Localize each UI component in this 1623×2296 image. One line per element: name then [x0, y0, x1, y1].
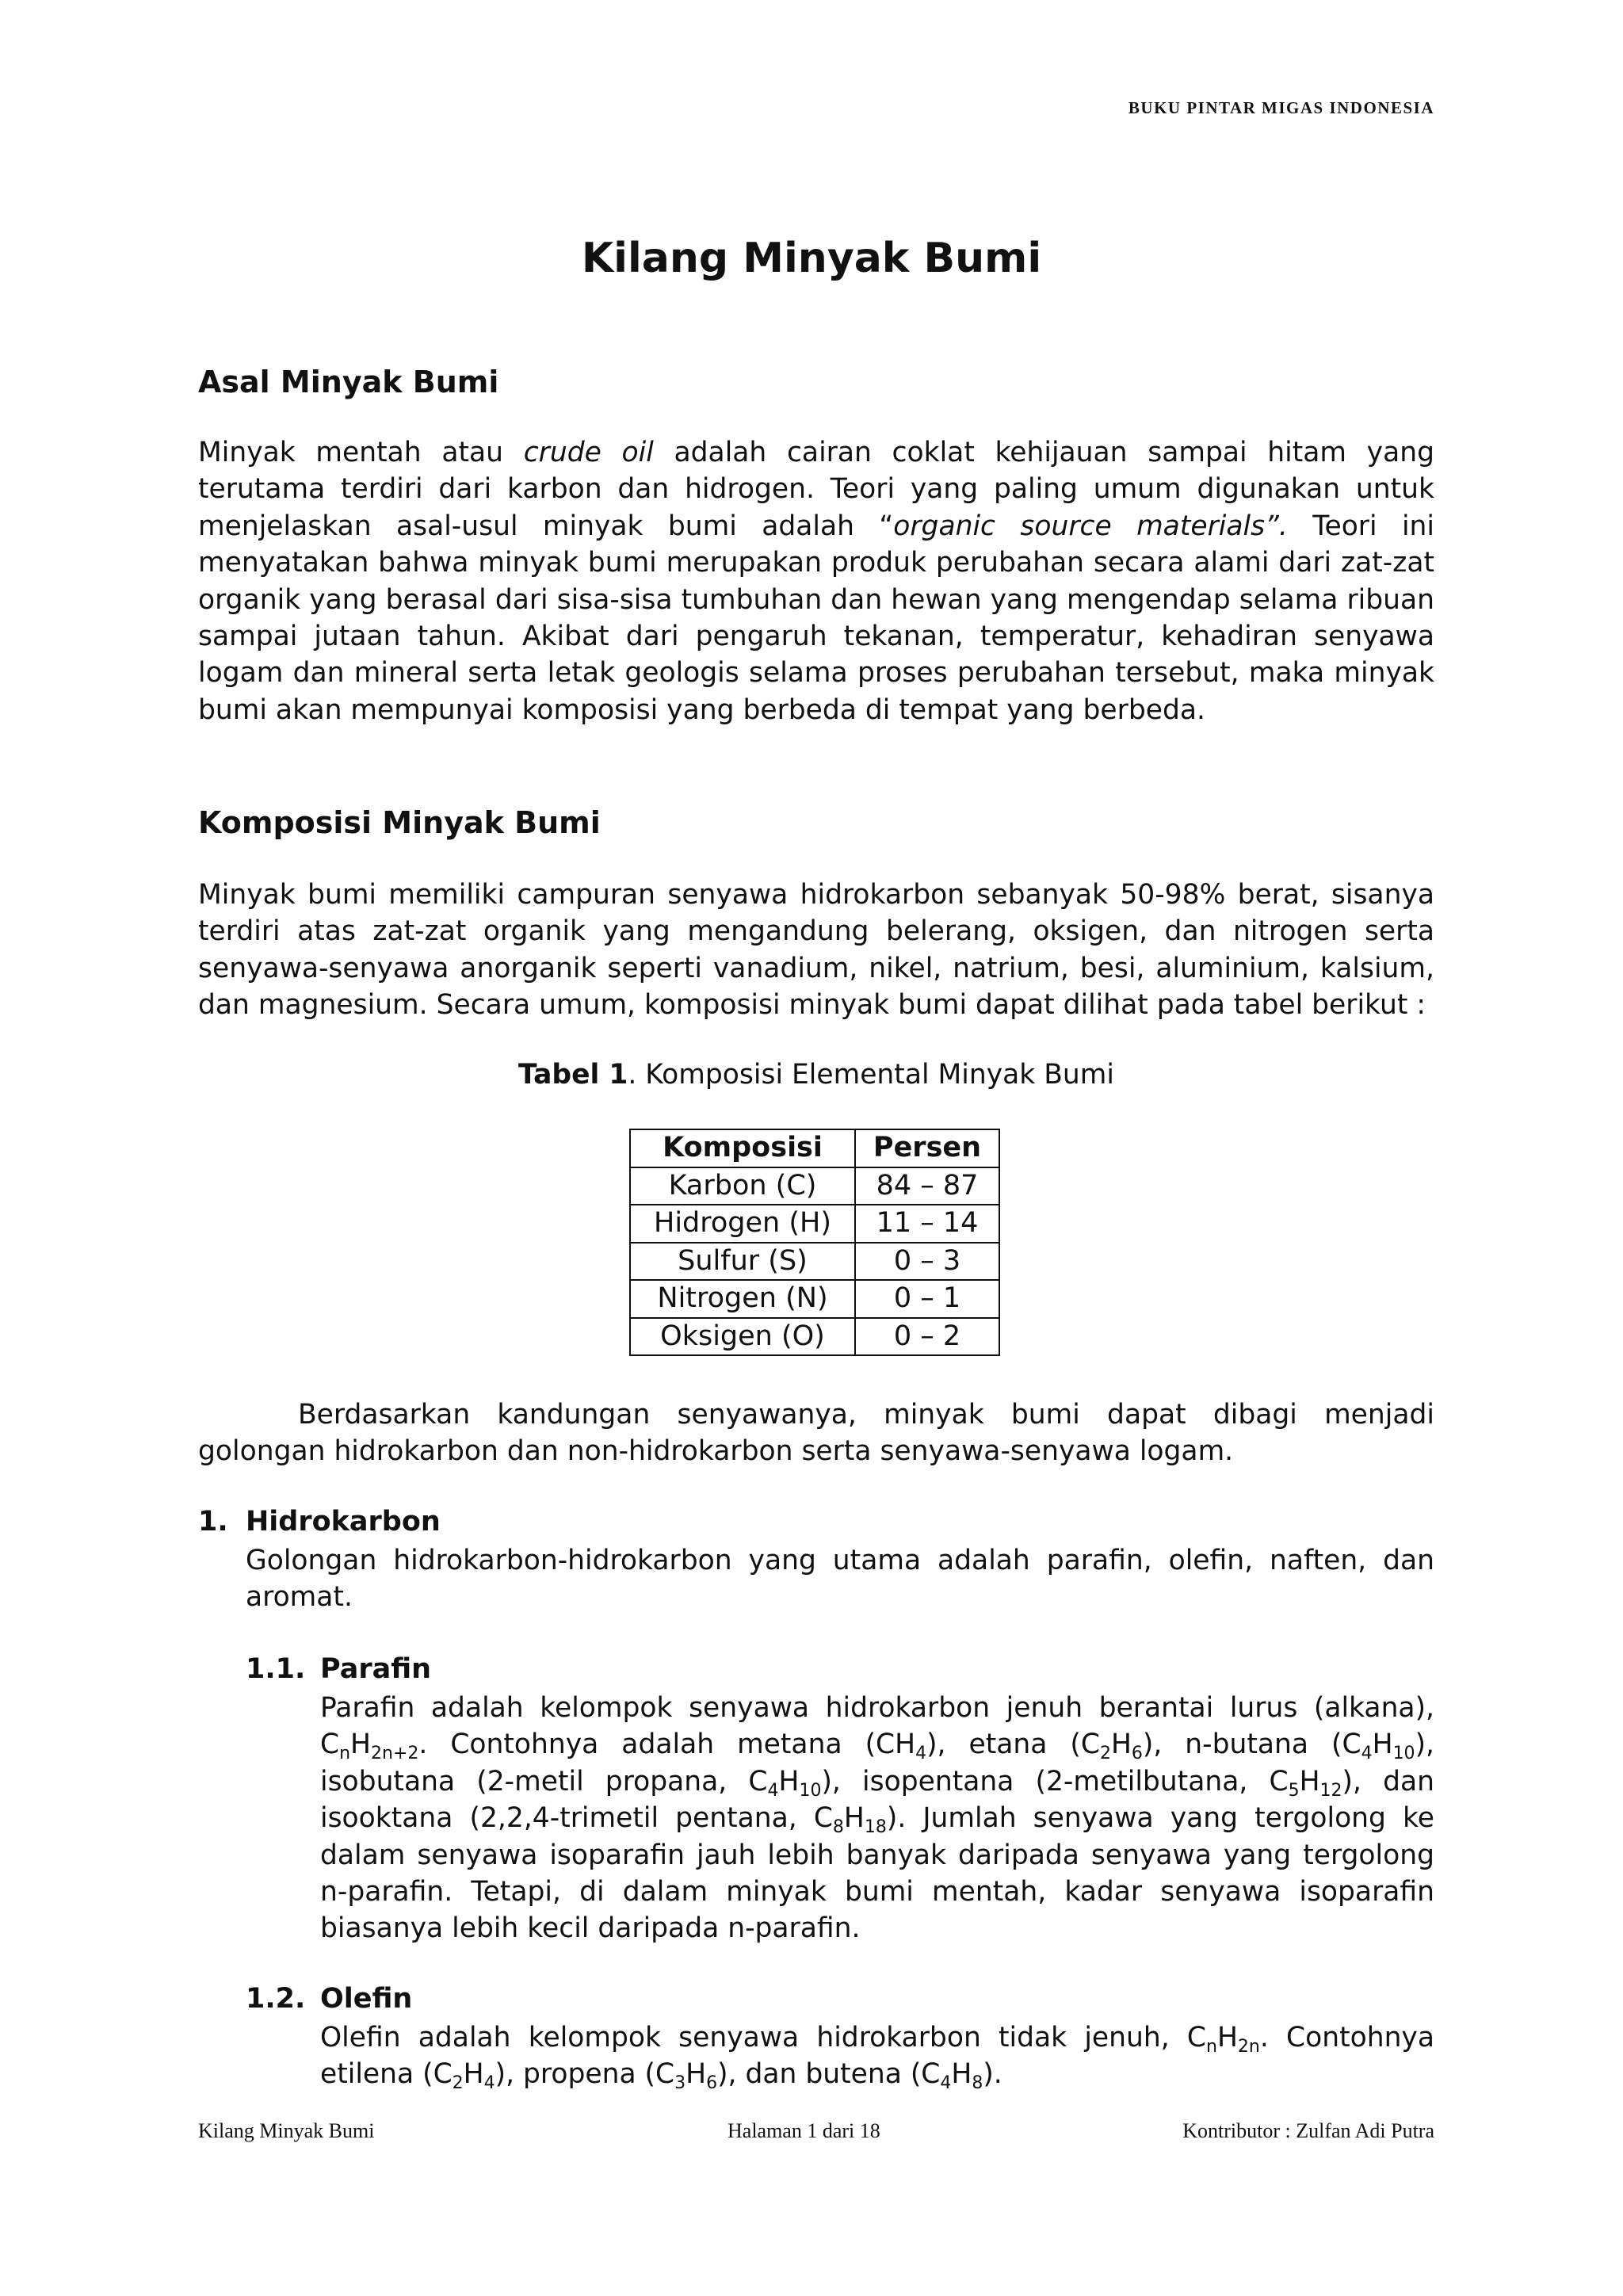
formula-symbol: H — [843, 1802, 865, 1835]
subscript: 2n+2 — [371, 1744, 419, 1764]
emphasis-organic-source: organic source materials”. — [893, 510, 1288, 542]
formula-symbol: H — [951, 2058, 972, 2091]
section-heading-asal: Asal Minyak Bumi — [198, 365, 499, 399]
table-header-row — [630, 1129, 999, 1167]
caption-label: Tabel 1 — [518, 1059, 628, 1091]
table-header-cell: Persen — [855, 1129, 999, 1167]
table-row — [630, 1167, 999, 1205]
table-cell: 11 – 14 — [855, 1205, 999, 1243]
paragraph-olefin — [320, 2019, 1434, 2093]
text-run: ), dan butena (C — [717, 2058, 941, 2091]
table-row — [630, 1280, 999, 1318]
paragraph-hidrokarbon: Golongan hidrokarbon-hidrokarbon yang utama adalah parafin, olefin, naften, dan aromat. — [246, 1545, 1434, 1614]
text-run: ), isobutana (2-metil propana, C — [320, 1729, 1434, 1797]
table-caption — [198, 1059, 1434, 1091]
subscript: 4 — [767, 1780, 779, 1801]
text-run: Teori ini menyatakan bahwa minyak bumi merupakan produk perubahan secara alami dari zat-zat organik yang berasal dari sisa-sisa tumbuhan dan hewan yang mengendap selama ribuan sampai jutaan tahun. Akibat dari pengaruh tekanan, temperatur, kehadiran senyawa logam dan mineral serta letak geologis selama proses perubahan tersebut, maka minyak bumi akan mempunyai komposisi yang berbeda di tempat yang berbeda. — [198, 510, 1434, 726]
table-cell: Karbon (C) — [630, 1167, 855, 1205]
subscript: n — [339, 1744, 351, 1764]
text-run: . Contohnya adalah metana (CH — [418, 1729, 916, 1761]
text-run: Olefin adalah kelompok senyawa hidrokarbon tidak jenuh, C — [320, 2022, 1206, 2053]
formula-symbol: H — [1372, 1729, 1393, 1761]
table-row — [630, 1243, 999, 1281]
formula-symbol: H — [1299, 1765, 1320, 1797]
subscript: 6 — [1131, 1744, 1143, 1764]
table-cell: Sulfur (S) — [630, 1243, 855, 1281]
page-title: Kilang Minyak Bumi — [581, 235, 1042, 282]
subscript: 4 — [1361, 1744, 1373, 1764]
table-cell: Hidrogen (H) — [630, 1205, 855, 1243]
subscript: 4 — [940, 2073, 952, 2094]
subscript: 4 — [483, 2073, 495, 2094]
table-cell: 0 – 2 — [855, 1318, 999, 1356]
table-cell: Nitrogen (N) — [630, 1280, 855, 1318]
table-row — [630, 1318, 999, 1356]
subscript: 2n — [1237, 2037, 1260, 2057]
list-title-hidrokarbon: Hidrokarbon — [246, 1506, 441, 1538]
text-run: Minyak mentah atau — [198, 437, 524, 468]
paragraph-asal — [198, 434, 1434, 728]
subscript: 5 — [1288, 1780, 1300, 1801]
text-run: ), isopentana (2-metilbutana, C — [821, 1765, 1289, 1797]
subscript: 2 — [452, 2073, 464, 2094]
list-title-olefin: Olefin — [320, 1983, 413, 2015]
table-cell: 84 – 87 — [855, 1167, 999, 1205]
text-run: adalah cairan coklat kehijauan sampai hitam yang terutama terdiri dari karbon dan hidrogen. Teori yang paling umum digunakan untuk menjelaskan asal-usul minyak bumi adalah “ — [198, 437, 1434, 542]
text-run: ), n-butana (C — [1142, 1729, 1361, 1761]
formula-symbol: H — [350, 1729, 371, 1761]
text-run: ), etana (C — [926, 1729, 1100, 1761]
text-run: ). Jumlah senyawa yang tergolong ke dalam senyawa isoparafin jauh lebih banyak daripada senyawa yang tergolong n-parafin. Tetapi, di dalam minyak bumi mentah, kadar senyawa isoparafin biasanya lebih kecil daripada n-parafin. — [320, 1802, 1434, 1945]
text-run: ), dan isooktana (2,2,4-trimetil pentana, C — [320, 1765, 1435, 1835]
subscript: 10 — [799, 1780, 822, 1801]
paragraph-golongan: Berdasarkan kandungan senyawanya, minyak bumi dapat dibagi menjadi golongan hidrokarbon dan non-hidrokarbon serta senyawa-senyawa logam. — [198, 1399, 1434, 1468]
subscript: 18 — [864, 1817, 887, 1838]
subscript: n — [1205, 2037, 1217, 2057]
text-run: Parafin adalah kelompok senyawa hidrokarbon jenuh berantai lurus (alkana), C — [320, 1692, 1434, 1761]
footer-left: Kilang Minyak Bumi — [198, 2119, 375, 2142]
caption-text: . Komposisi Elemental Minyak Bumi — [628, 1059, 1114, 1091]
table-row — [630, 1205, 999, 1243]
formula-symbol: H — [1110, 1729, 1132, 1761]
paragraph-parafin — [320, 1690, 1434, 1947]
text-run: ), propena (C — [495, 2058, 675, 2091]
list-title-parafin: Parafin — [320, 1653, 432, 1685]
list-number-1-2: 1.2. — [246, 1983, 306, 2015]
subscript: 4 — [915, 1744, 927, 1764]
composition-table — [629, 1129, 1000, 1356]
formula-symbol: H — [1216, 2022, 1238, 2053]
header-brand: BUKU PINTAR MIGAS INDONESIA — [1128, 98, 1434, 117]
text-run: . Contohnya etilena (C — [320, 2022, 1434, 2091]
text-run: ). — [983, 2058, 1002, 2091]
emphasis-crude-oil: crude oil — [523, 437, 654, 468]
subscript: 8 — [972, 2073, 983, 2094]
table-header-cell: Komposisi — [630, 1129, 855, 1167]
list-number-1: 1. — [198, 1506, 228, 1538]
list-number-1-1: 1.1. — [246, 1653, 306, 1685]
subscript: 3 — [674, 2073, 686, 2094]
formula-symbol: H — [685, 2058, 707, 2091]
formula-symbol: H — [778, 1765, 800, 1797]
subscript: 2 — [1099, 1744, 1111, 1764]
paragraph-komposisi: Minyak bumi memiliki campuran senyawa hidrokarbon sebanyak 50-98% berat, sisanya terdiri atas zat-zat organik yang mengandung belerang, oksigen, dan nitrogen serta senyawa-senyawa anorganik seperti vanadium, nikel, natrium, besi, aluminium, kalsium, dan magnesium. Secara umum, komposisi minyak bumi dapat dilihat pada tabel berikut : — [198, 879, 1434, 1022]
table-cell: 0 – 1 — [855, 1280, 999, 1318]
formula-symbol: H — [463, 2058, 484, 2091]
section-heading-komposisi: Komposisi Minyak Bumi — [198, 805, 601, 840]
subscript: 10 — [1392, 1744, 1415, 1764]
footer-page-number: Halaman 1 dari 18 — [727, 2119, 880, 2142]
footer-contributor: Kontributor : Zulfan Adi Putra — [1182, 2119, 1434, 2142]
subscript: 12 — [1319, 1780, 1342, 1801]
subscript: 6 — [706, 2073, 718, 2094]
subscript: 8 — [832, 1817, 844, 1838]
table-cell: Oksigen (O) — [630, 1318, 855, 1356]
table-cell: 0 – 3 — [855, 1243, 999, 1281]
